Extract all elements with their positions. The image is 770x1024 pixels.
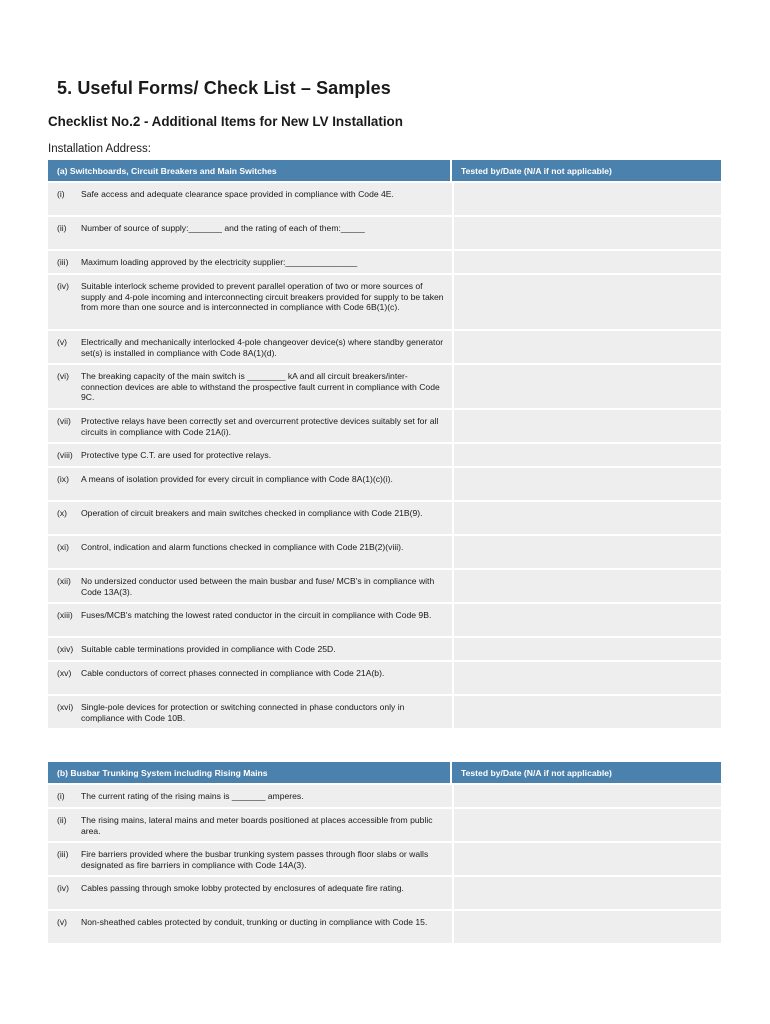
checklist-row — [48, 273, 721, 329]
page-heading: 5. Useful Forms/ Check List – Samples — [57, 78, 391, 98]
checklist-row — [48, 442, 721, 466]
item-number: (xiv) — [48, 636, 81, 660]
item-number: (xv) — [48, 660, 81, 694]
tested-by-field[interactable] — [452, 249, 721, 273]
item-text: The breaking capacity of the main switch is ________ kA and all circuit breakers/inter-connection devices are able to withstand the prospective fault current in compliance with Code 9C. — [81, 363, 452, 408]
table-header-row — [48, 160, 721, 181]
installation-address-label: Installation Address: — [48, 143, 151, 155]
checklist-row — [48, 363, 721, 408]
item-number: (vii) — [48, 408, 81, 442]
item-text: Suitable interlock scheme provided to prevent parallel operation of two or more sources of supply and 4-pole incoming and interconnecting circuit breakers provided for supply to be taken from more than one source and is interconnected in compliance with Code 6B(1)(c). — [81, 273, 452, 329]
item-text: Cables passing through smoke lobby protected by enclosures of adequate fire rating. — [81, 875, 452, 909]
item-number: (vi) — [48, 363, 81, 408]
item-number: (v) — [48, 329, 81, 363]
tested-by-field[interactable] — [452, 500, 721, 534]
checklist-table-switchboards — [48, 160, 721, 728]
checklist-title: Checklist No.2 - Additional Items for New LV Installation — [48, 114, 403, 129]
item-text: Non-sheathed cables protected by conduit, trunking or ducting in compliance with Code 15. — [81, 909, 452, 943]
tested-by-field[interactable] — [452, 442, 721, 466]
item-number: (ix) — [48, 466, 81, 500]
checklist-table-busbar — [48, 762, 721, 943]
checklist-row — [48, 660, 721, 694]
item-text: A means of isolation provided for every circuit in compliance with Code 8A(1)(c)(i). — [81, 466, 452, 500]
section-b-header: (b) Busbar Trunking System including Rising Mains — [48, 762, 452, 783]
item-number: (ii) — [48, 215, 81, 249]
item-text: Protective relays have been correctly set and overcurrent protective devices suitably set for all circuits in compliance with Code 21A(i). — [81, 408, 452, 442]
tested-by-field[interactable] — [452, 875, 721, 909]
item-number: (iii) — [48, 249, 81, 273]
tested-by-field[interactable] — [452, 273, 721, 329]
checklist-row — [48, 181, 721, 215]
item-number: (v) — [48, 909, 81, 943]
item-text: Maximum loading approved by the electricity supplier:_______________ — [81, 249, 452, 273]
item-text: Electrically and mechanically interlocked 4-pole changeover device(s) where standby generator set(s) is installed in compliance with Code 8A(1)(d). — [81, 329, 452, 363]
tested-by-field[interactable] — [452, 408, 721, 442]
item-text: Cable conductors of correct phases connected in compliance with Code 21A(b). — [81, 660, 452, 694]
checklist-row — [48, 909, 721, 943]
checklist-row — [48, 568, 721, 602]
tested-by-header: Tested by/Date (N/A if not applicable) — [452, 762, 721, 783]
checklist-row — [48, 636, 721, 660]
tested-by-field[interactable] — [452, 841, 721, 875]
tested-by-field[interactable] — [452, 807, 721, 841]
item-number: (i) — [48, 181, 81, 215]
item-number: (x) — [48, 500, 81, 534]
tested-by-field[interactable] — [452, 636, 721, 660]
item-number: (iv) — [48, 273, 81, 329]
checklist-row — [48, 694, 721, 728]
item-number: (xii) — [48, 568, 81, 602]
tested-by-field[interactable] — [452, 660, 721, 694]
checklist-row — [48, 466, 721, 500]
item-text: Single-pole devices for protection or switching connected in phase conductors only in compliance with Code 10B. — [81, 694, 452, 728]
table-header-row — [48, 762, 721, 783]
item-text: Fire barriers provided where the busbar trunking system passes through floor slabs or walls designated as fire barriers in compliance with Code 14A(3). — [81, 841, 452, 875]
item-text: Operation of circuit breakers and main switches checked in compliance with Code 21B(9). — [81, 500, 452, 534]
tested-by-field[interactable] — [452, 329, 721, 363]
item-text: The rising mains, lateral mains and meter boards positioned at places accessible from public area. — [81, 807, 452, 841]
tested-by-field[interactable] — [452, 534, 721, 568]
item-text: Safe access and adequate clearance space provided in compliance with Code 4E. — [81, 181, 452, 215]
item-text: Fuses/MCB's matching the lowest rated conductor in the circuit in compliance with Code 9B. — [81, 602, 452, 636]
checklist-row — [48, 875, 721, 909]
tested-by-header: Tested by/Date (N/A if not applicable) — [452, 160, 721, 181]
item-text: Number of source of supply:_______ and the rating of each of them:_____ — [81, 215, 452, 249]
tested-by-field[interactable] — [452, 568, 721, 602]
tested-by-field[interactable] — [452, 602, 721, 636]
item-number: (iv) — [48, 875, 81, 909]
item-number: (viii) — [48, 442, 81, 466]
checklist-row — [48, 500, 721, 534]
checklist-row — [48, 249, 721, 273]
item-text: The current rating of the rising mains is _______ amperes. — [81, 783, 452, 807]
tested-by-field[interactable] — [452, 909, 721, 943]
item-number: (xi) — [48, 534, 81, 568]
item-text: Protective type C.T. are used for protective relays. — [81, 442, 452, 466]
item-number: (xiii) — [48, 602, 81, 636]
item-text: Suitable cable terminations provided in compliance with Code 25D. — [81, 636, 452, 660]
tested-by-field[interactable] — [452, 466, 721, 500]
item-number: (i) — [48, 783, 81, 807]
checklist-row — [48, 534, 721, 568]
item-text: No undersized conductor used between the main busbar and fuse/ MCB's in compliance with Code 13A(3). — [81, 568, 452, 602]
checklist-row — [48, 215, 721, 249]
tested-by-field[interactable] — [452, 215, 721, 249]
checklist-row — [48, 408, 721, 442]
item-text: Control, indication and alarm functions checked in compliance with Code 21B(2)(viii). — [81, 534, 452, 568]
checklist-row — [48, 841, 721, 875]
section-a-header: (a) Switchboards, Circuit Breakers and Main Switches — [48, 160, 452, 181]
tested-by-field[interactable] — [452, 181, 721, 215]
checklist-row — [48, 783, 721, 807]
tested-by-field[interactable] — [452, 694, 721, 728]
item-number: (xvi) — [48, 694, 81, 728]
item-number: (ii) — [48, 807, 81, 841]
checklist-row — [48, 807, 721, 841]
tested-by-field[interactable] — [452, 783, 721, 807]
checklist-row — [48, 602, 721, 636]
checklist-row — [48, 329, 721, 363]
tested-by-field[interactable] — [452, 363, 721, 408]
item-number: (iii) — [48, 841, 81, 875]
